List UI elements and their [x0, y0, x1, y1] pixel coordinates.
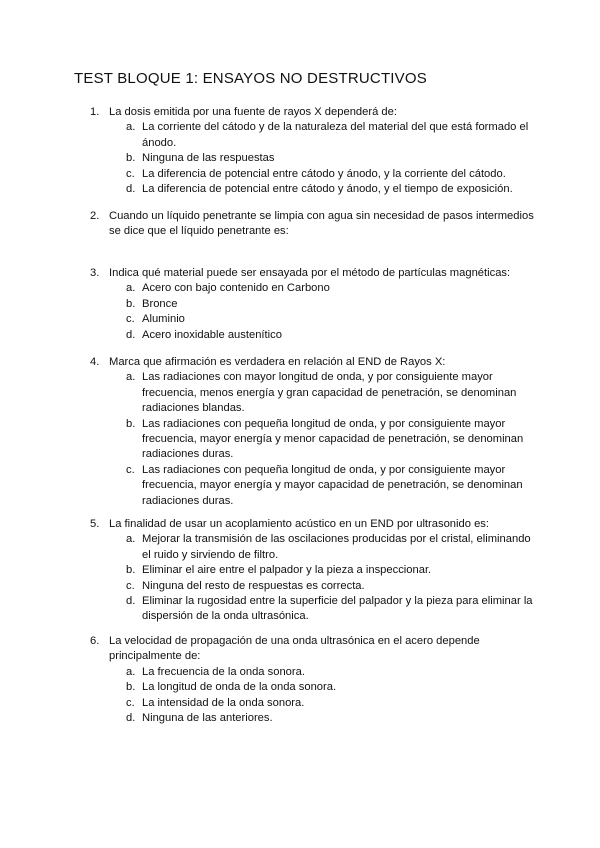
option-letter: b.: [126, 417, 136, 430]
option-c: [126, 312, 534, 327]
option-b: [126, 417, 534, 463]
option-text: Aluminio: [142, 313, 185, 326]
option-letter: d.: [126, 712, 136, 725]
question-number: 6.: [90, 635, 100, 647]
option-letter: d.: [126, 595, 136, 608]
option-letter: b.: [126, 152, 136, 165]
option-c: [126, 696, 534, 711]
option-c: [126, 167, 534, 182]
question-stem: La finalidad de usar un acoplamiento acústico en un END por ultrasonido es:: [109, 518, 489, 530]
option-c: [126, 463, 534, 509]
question-4: [74, 355, 534, 509]
option-a: [126, 120, 534, 151]
page-title: TEST BLOQUE 1: ENSAYOS NO DESTRUCTIVOS: [74, 70, 427, 87]
option-text: La intensidad de la onda sonora.: [142, 696, 305, 709]
option-b: [126, 297, 534, 312]
option-text: Bronce: [142, 297, 178, 310]
option-text: La longitud de onda de la onda sonora.: [142, 681, 337, 694]
option-a: [126, 532, 534, 563]
option-letter: a.: [126, 371, 136, 384]
option-letter: d.: [126, 183, 136, 196]
option-letter: a.: [126, 665, 136, 678]
question-stem: Cuando un líquido penetrante se limpia con agua sin necesidad de pasos intermedios se dice que el líquido penetrante es:: [109, 210, 534, 238]
question-number: 3.: [90, 267, 100, 279]
option-letter: a.: [126, 282, 136, 295]
option-letter: b.: [126, 297, 136, 310]
option-b: [126, 151, 534, 166]
question-number: 4.: [90, 356, 100, 368]
question-number: 2.: [90, 210, 100, 222]
option-text: La diferencia de potencial entre cátodo y ánodo, y el tiempo de exposición.: [142, 183, 513, 196]
option-letter: c.: [126, 463, 135, 476]
option-text: La frecuencia de la onda sonora.: [142, 665, 305, 678]
option-d: [126, 328, 534, 343]
question-stem: Indica qué material puede ser ensayada por el método de partículas magnéticas:: [109, 267, 511, 279]
option-d: [126, 182, 534, 197]
option-text: Mejorar la transmisión de las oscilaciones producidas por el cristal, eliminando el ruido y sirviendo de filtro.: [142, 533, 531, 561]
option-letter: c.: [126, 167, 135, 180]
option-a: [126, 370, 534, 416]
option-letter: c.: [126, 696, 135, 709]
option-letter: d.: [126, 328, 136, 341]
question-number: 5.: [90, 518, 100, 530]
question-2: [74, 209, 534, 240]
option-text: Las radiaciones con mayor longitud de onda, y por consiguiente mayor frecuencia, menos energía y gran capacidad de penetración, se denominan radiaciones blandas.: [142, 371, 517, 415]
option-text: La diferencia de potencial entre cátodo y ánodo, y la corriente del cátodo.: [142, 167, 506, 180]
option-letter: c.: [126, 313, 135, 326]
option-letter: b.: [126, 564, 136, 577]
option-text: Acero inoxidable austenítico: [142, 328, 282, 341]
option-d: [126, 711, 534, 726]
option-letter: c.: [126, 579, 135, 592]
option-text: Ninguna del resto de respuestas es correcta.: [142, 579, 365, 592]
option-letter: b.: [126, 681, 136, 694]
question-3: [74, 266, 534, 343]
option-text: Ninguna de las anteriores.: [142, 712, 273, 725]
option-b: [126, 680, 534, 695]
option-text: La corriente del cátodo y de la naturaleza del material del que está formado el ánodo.: [142, 121, 529, 149]
question-6: [74, 634, 534, 726]
option-c: [126, 579, 534, 594]
option-text: Ninguna de las respuestas: [142, 152, 275, 165]
option-text: Acero con bajo contenido en Carbono: [142, 282, 330, 295]
question-number: 1.: [90, 106, 100, 118]
question-stem: La velocidad de propagación de una onda ultrasónica en el acero depende principalmente de:: [109, 635, 480, 663]
question-stem: La dosis emitida por una fuente de rayos X dependerá de:: [109, 106, 397, 118]
option-d: [126, 594, 534, 625]
option-text: Eliminar la rugosidad entre la superficie del palpador y la pieza para eliminar la dispersión de la onda ultrasónica.: [142, 595, 533, 623]
question-5: [74, 517, 534, 625]
option-text: Las radiaciones con pequeña longitud de onda, y por consiguiente mayor frecuencia, mayor energía y mayor capacidad de penetración, se denominan radiaciones duras.: [142, 463, 523, 507]
option-text: Eliminar el aire entre el palpador y la pieza a inspeccionar.: [142, 564, 432, 577]
question-stem: Marca que afirmación es verdadera en relación al END de Rayos X:: [109, 356, 446, 368]
option-a: [126, 281, 534, 296]
question-1: [74, 105, 534, 197]
option-letter: a.: [126, 533, 136, 546]
option-text: Las radiaciones con pequeña longitud de onda, y por consiguiente mayor frecuencia, mayor energía y menor capacidad de penetración, se denominan radiaciones duras.: [142, 417, 524, 461]
option-b: [126, 563, 534, 578]
option-letter: a.: [126, 121, 136, 134]
option-a: [126, 665, 534, 680]
